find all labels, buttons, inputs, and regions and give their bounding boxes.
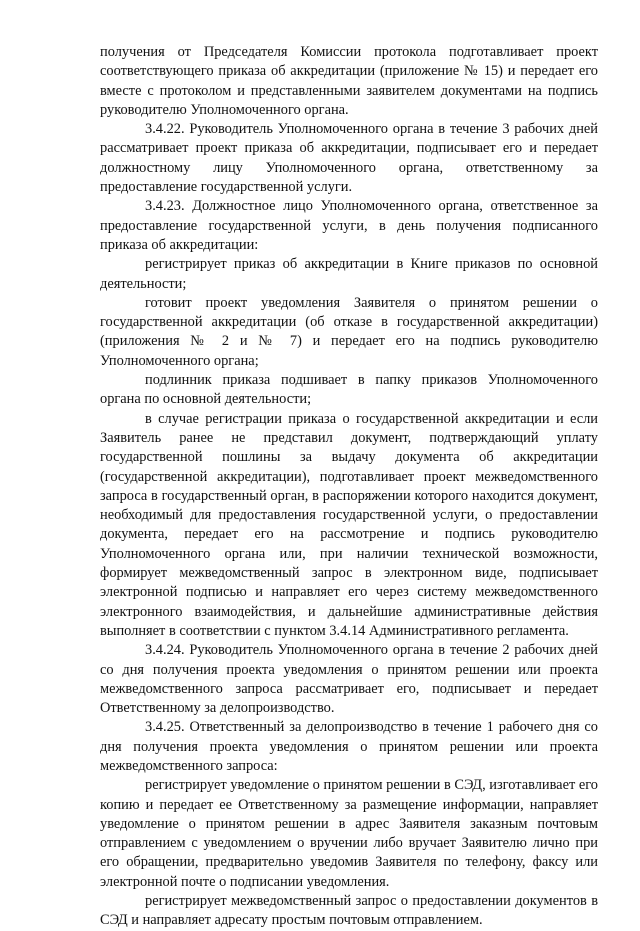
paragraph-3-4-22: 3.4.22. Руководитель Уполномоченного органа в течение 3 рабочих дней рассматривает проект приказа об аккредитации, подписывает его и передает должностному лицу Уполномоченного органа, ответственному за предоставление государственной услуги. — [100, 121, 598, 196]
paragraph-register-order: регистрирует приказ об аккредитации в Книге приказов по основной деятельности; — [100, 256, 598, 292]
paragraph-continuation: получения от Председателя Комиссии протокола подготавливает проект соответствующего приказа об аккредитации (приложение № 15) и передает его вместе с протоколом и представленными заявителем документами на подпись руководителю Уполномоченного органа. — [100, 44, 598, 118]
paragraph-prepare-notice: готовит проект уведомления Заявителя о принятом решении о государственной аккредитации (об отказе в государственной аккредитации) (приложения № 2 и № 7) и передает его на подпись руководителю Уполномоченного органа; — [100, 294, 598, 369]
paragraph-3-4-24: 3.4.24. Руководитель Уполномоченного органа в течение 2 рабочих дней со дня получения проекта уведомления о принятом решении или проекта межведомственного запроса рассматривает его, подписывает и передает Ответственному за делопроизводство. — [100, 642, 598, 717]
paragraph-register-request: регистрирует межведомственный запрос о предоставлении документов в СЭД и направляет адресату простым почтовым отправлением. — [100, 893, 598, 929]
paragraph-file-original: подлинник приказа подшивает в папку приказов Уполномоченного органа по основной деятельности; — [100, 372, 598, 408]
paragraph-3-4-23: 3.4.23. Должностное лицо Уполномоченного органа, ответственное за предоставление государственной услуги, в день получения подписанного приказа об аккредитации: — [100, 198, 598, 253]
paragraph-interagency-request: в случае регистрации приказа о государственной аккредитации и если Заявитель ранее не представил документ, подтверждающий уплату государственной пошлины за выдачу документа об аккредитации (государственной аккредитации), подготавливает проект межведомственного запроса в государственный орган, в распоряжении которого находится документ, необходимый для предоставления государственной услуги, о предоставлении документа, передает его на рассмотрение и подпись руководителю Уполномоченного органа или, при наличии технической возможности, формирует межведомственный запрос в электронном виде, подписывает электронной подписью и направляет его через систему межведомственного электронного взаимодействия, и дальнейшие административные действия выполняет в соответствии с пунктом 3.4.14 Административного регламента. — [100, 410, 598, 639]
paragraph-3-4-25: 3.4.25. Ответственный за делопроизводство в течение 1 рабочего дня со дня получения проекта уведомления о принятом решении или проекта межведомственного запроса: — [100, 719, 598, 774]
paragraph-register-notice: регистрирует уведомление о принятом решении в СЭД, изготавливает его копию и передает ее Ответственному за размещение информации, направляет уведомление о принятом решении в адрес Заявителя заказным почтовым отправлением с уведомлением о вручении либо вручает Заявителю лично при его обращении, предварительно уведомив Заявителя по телефону, факсу или электронной почте о подписании уведомления. — [100, 777, 598, 890]
